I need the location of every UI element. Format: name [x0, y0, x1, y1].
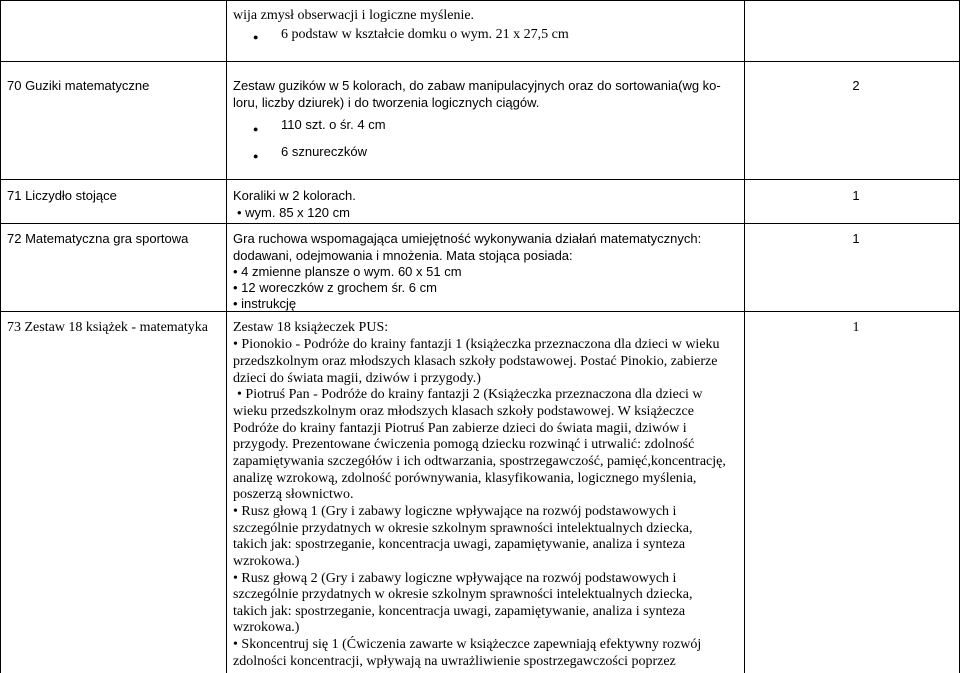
- description-line: Koraliki w 2 kolorach.: [233, 188, 356, 203]
- bullet-text: 6 sznureczków: [281, 144, 367, 159]
- description-line: wzrokowa.): [233, 620, 300, 635]
- quantity: 1: [852, 320, 860, 335]
- description-line: takich jak: spostrzeganie, koncentracja uwagi, zapamiętywanie, analiza i synteza: [233, 537, 686, 552]
- description-line: • Skoncentruj się 1 (Ćwiczenia zawarte w książeczce zapewniają efektywny rozwój: [233, 637, 702, 652]
- bullet-text: 110 szt. o śr. 4 cm: [281, 117, 386, 132]
- description-line: loru, liczby dziurek) i do tworzenia logicznych ciągów.: [233, 95, 540, 110]
- description-line: szczególnie przydatnych w okresie szkolnym sprawności intelektualnych dziecka,: [233, 521, 693, 536]
- column-divider: [0, 0, 1, 673]
- table-row: [7, 319, 225, 337]
- description-line: analizę wzrokową, zdolność porównywania, klasyfikowania, logicznego myślenia,: [233, 471, 697, 486]
- description-line: • Pionokio - Podróże do krainy fantazji 1 (książeczka przeznaczona dla dzieci w wieku: [233, 337, 720, 352]
- description-line: wija zmysł obserwacji i logiczne myślenie.: [233, 8, 475, 23]
- description-line: Gra ruchowa wspomagająca umiejętność wykonywania działań matematycznych:: [233, 231, 702, 246]
- description-line: poszerzą słownictwo.: [233, 487, 354, 502]
- table-border: [0, 0, 960, 1]
- table-border: [0, 61, 960, 62]
- table-border: [0, 223, 960, 224]
- description-line: Zestaw guzików w 5 kolorach, do zabaw manipulacyjnych oraz do sortowania(wg ko-: [233, 78, 721, 93]
- description-line: wzrokowa.): [233, 554, 300, 569]
- description-line: dodawani, odejmowania i mnożenia. Mata stojąca posiada:: [233, 248, 573, 263]
- table-row: [7, 230, 225, 248]
- table-row: [7, 187, 225, 205]
- description-line: • Rusz głową 1 (Gry i zabawy logiczne wpływające na rozwój podstawowych i: [233, 504, 677, 519]
- description-line: szczególnie przydatnych w okresie szkolnym sprawności intelektualnych dziecka,: [233, 587, 693, 602]
- bullet-text: 6 podstaw w kształcie domku o wym. 21 x 27,5 cm: [281, 27, 569, 42]
- description-line: • Piotruś Pan - Podróże do krainy fantazji 2 (Książeczka przeznaczona dla dzieci w: [237, 387, 703, 402]
- description-line: Zestaw 18 książeczek PUS:: [233, 320, 389, 335]
- quantity: 1: [852, 231, 860, 246]
- description-line: Podróże do krainy fantazji Piotruś Pan zabierze dzieci do świata magii, dziwów i: [233, 421, 687, 436]
- description-line: • instrukcję: [233, 296, 297, 311]
- description-line: dzieci do świata magii, dziwów i przygody.): [233, 371, 481, 386]
- description-line: takich jak: spostrzeganie, koncentracja uwagi, zapamiętywanie, analiza i synteza: [233, 604, 686, 619]
- quantity: 2: [852, 78, 860, 93]
- column-divider: [744, 0, 745, 673]
- bullet: ●: [253, 124, 259, 134]
- description-line: • wym. 85 x 120 cm: [237, 205, 350, 220]
- quantity: 1: [852, 188, 860, 203]
- item-number-name: 73 Zestaw 18 książek - matematyka: [7, 320, 208, 335]
- description-line: zdolności koncentracji, wpływają na uwrażliwienie spostrzegawczości poprzez: [233, 654, 676, 669]
- description-line: • 12 woreczków z grochem śr. 6 cm: [233, 280, 437, 295]
- column-divider: [226, 0, 227, 673]
- table-row: [7, 77, 225, 95]
- bullet: ●: [253, 32, 259, 42]
- item-number-name: 72 Matematyczna gra sportowa: [7, 231, 189, 246]
- description-line: przygody. Prezentowane ćwiczenia pomogą dziecku rozwinąć i utrwalić: zdolność: [233, 437, 695, 452]
- table-border: [0, 179, 960, 180]
- description-line: • Rusz głową 2 (Gry i zabawy logiczne wpływające na rozwój podstawowych i: [233, 571, 677, 586]
- item-number-name: 70 Guziki matematyczne: [7, 78, 150, 93]
- bullet: ●: [253, 151, 259, 161]
- description-line: • 4 zmienne plansze o wym. 60 x 51 cm: [233, 264, 462, 279]
- table-border: [0, 311, 960, 312]
- description-line: wieku przedszkolnym oraz młodszych klasach szkoły podstawowej. W książeczce: [233, 404, 694, 419]
- description-line: przedszkolnym oraz młodszych klasach szkoły podstawowej. Postać Pinokio, zabierze: [233, 354, 718, 369]
- item-number-name: 71 Liczydło stojące: [7, 188, 117, 203]
- description-line: zapamiętywania szczegółów i ich odtwarzania, spostrzegawczość, pamięć,koncentrację,: [233, 454, 726, 469]
